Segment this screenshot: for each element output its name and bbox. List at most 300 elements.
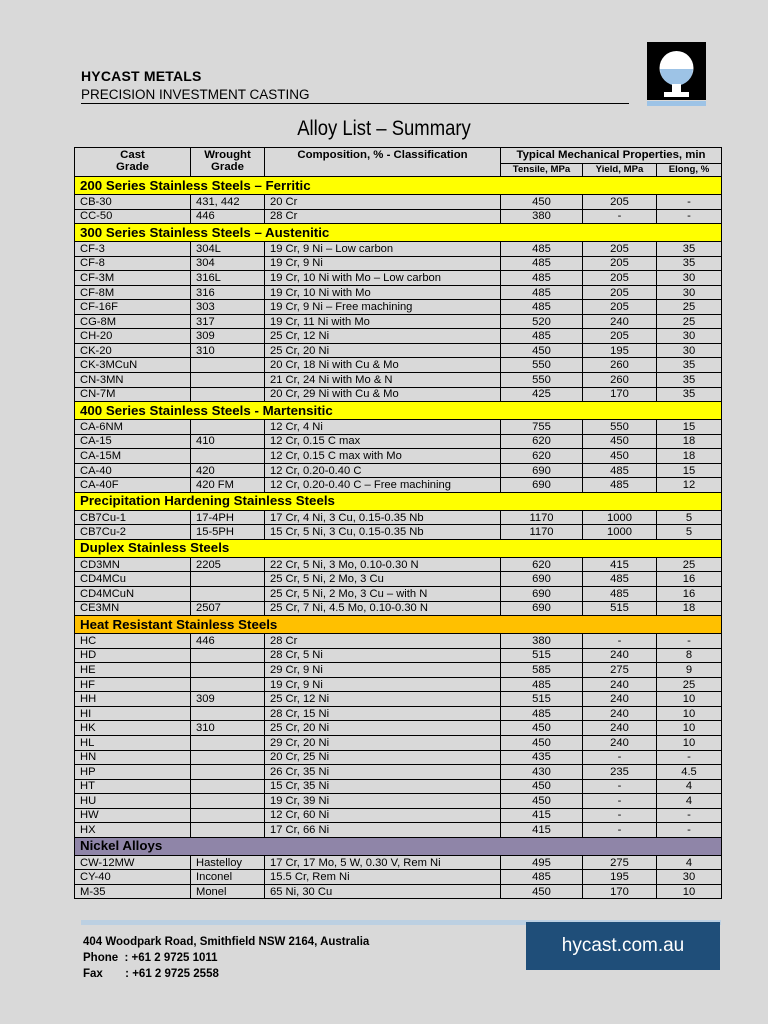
cell-elong: 18 bbox=[657, 449, 722, 464]
col-header-composition: Composition, % - Classification bbox=[265, 148, 501, 177]
cell-elong: 8 bbox=[657, 648, 722, 663]
cell-wrought-grade bbox=[191, 677, 265, 692]
cell-yield: 515 bbox=[583, 601, 657, 616]
alloy-table-body bbox=[75, 177, 722, 899]
cell-elong: 15 bbox=[657, 420, 722, 435]
cell-composition: 28 Cr, 15 Ni bbox=[265, 706, 501, 721]
footer-address: 404 Woodpark Road, Smithfield NSW 2164, Australia bbox=[83, 936, 370, 948]
cell-yield: - bbox=[583, 634, 657, 649]
cell-cast-grade: HI bbox=[75, 706, 191, 721]
cell-cast-grade: HW bbox=[75, 808, 191, 823]
company-logo bbox=[647, 42, 706, 106]
cell-tensile: 1170 bbox=[501, 510, 583, 525]
cell-yield: 240 bbox=[583, 648, 657, 663]
cell-elong: 25 bbox=[657, 677, 722, 692]
cell-composition: 65 Ni, 30 Cu bbox=[265, 884, 501, 899]
alloy-table bbox=[74, 147, 722, 899]
cell-wrought-grade: 446 bbox=[191, 209, 265, 224]
cell-composition: 17 Cr, 66 Ni bbox=[265, 823, 501, 838]
cell-yield: - bbox=[583, 779, 657, 794]
cell-composition: 20 Cr, 25 Ni bbox=[265, 750, 501, 765]
table-row bbox=[75, 855, 722, 870]
cell-composition: 28 Cr, 5 Ni bbox=[265, 648, 501, 663]
cell-cast-grade: CE3MN bbox=[75, 601, 191, 616]
cell-wrought-grade: 317 bbox=[191, 314, 265, 329]
cell-yield: 205 bbox=[583, 329, 657, 344]
table-row bbox=[75, 358, 722, 373]
cell-yield: - bbox=[583, 823, 657, 838]
cell-cast-grade: CF-8 bbox=[75, 256, 191, 271]
section-title: 400 Series Stainless Steels - Martensitic bbox=[75, 402, 722, 420]
cell-wrought-grade: Hastelloy bbox=[191, 855, 265, 870]
cell-yield: 275 bbox=[583, 855, 657, 870]
cell-cast-grade: CF-3 bbox=[75, 242, 191, 257]
company-name: HYCAST METALS bbox=[81, 68, 202, 84]
website-banner[interactable]: hycast.com.au bbox=[526, 922, 720, 970]
cell-cast-grade: CF-3M bbox=[75, 271, 191, 286]
cell-cast-grade: HD bbox=[75, 648, 191, 663]
col-header-yield: Yield, MPa bbox=[583, 164, 657, 177]
cell-elong: 18 bbox=[657, 434, 722, 449]
cell-wrought-grade: Monel bbox=[191, 884, 265, 899]
cell-composition: 19 Cr, 10 Ni with Mo – Low carbon bbox=[265, 271, 501, 286]
cell-composition: 15 Cr, 35 Ni bbox=[265, 779, 501, 794]
cell-wrought-grade: 420 bbox=[191, 463, 265, 478]
cell-tensile: 450 bbox=[501, 195, 583, 210]
table-row bbox=[75, 750, 722, 765]
cell-tensile: 690 bbox=[501, 463, 583, 478]
cell-cast-grade: HC bbox=[75, 634, 191, 649]
cell-yield: 485 bbox=[583, 463, 657, 478]
section-header-row bbox=[75, 224, 722, 242]
cell-tensile: 450 bbox=[501, 721, 583, 736]
cell-yield: 260 bbox=[583, 373, 657, 388]
cell-cast-grade: CF-16F bbox=[75, 300, 191, 315]
cell-tensile: 495 bbox=[501, 855, 583, 870]
cell-tensile: 620 bbox=[501, 434, 583, 449]
cell-elong: - bbox=[657, 195, 722, 210]
section-title: Duplex Stainless Steels bbox=[75, 539, 722, 557]
cell-elong: 15 bbox=[657, 463, 722, 478]
cell-tensile: 585 bbox=[501, 663, 583, 678]
cell-composition: 12 Cr, 60 Ni bbox=[265, 808, 501, 823]
cell-cast-grade: CB7Cu-1 bbox=[75, 510, 191, 525]
cell-tensile: 380 bbox=[501, 634, 583, 649]
cell-tensile: 485 bbox=[501, 677, 583, 692]
cell-composition: 25 Cr, 5 Ni, 2 Mo, 3 Cu – with N bbox=[265, 587, 501, 602]
cell-composition: 17 Cr, 4 Ni, 3 Cu, 0.15-0.35 Nb bbox=[265, 510, 501, 525]
cell-elong: 30 bbox=[657, 285, 722, 300]
cell-yield: 550 bbox=[583, 420, 657, 435]
table-row bbox=[75, 870, 722, 885]
cell-wrought-grade: 15-5PH bbox=[191, 525, 265, 540]
cell-elong: 9 bbox=[657, 663, 722, 678]
cell-composition: 26 Cr, 35 Ni bbox=[265, 765, 501, 780]
table-row bbox=[75, 601, 722, 616]
cell-wrought-grade bbox=[191, 663, 265, 678]
cell-cast-grade: CH-20 bbox=[75, 329, 191, 344]
cell-wrought-grade bbox=[191, 794, 265, 809]
cell-wrought-grade: 17-4PH bbox=[191, 510, 265, 525]
table-row bbox=[75, 794, 722, 809]
cell-tensile: 380 bbox=[501, 209, 583, 224]
cell-composition: 12 Cr, 0.20-0.40 C bbox=[265, 463, 501, 478]
cell-wrought-grade bbox=[191, 735, 265, 750]
cell-tensile: 450 bbox=[501, 794, 583, 809]
cell-yield: 205 bbox=[583, 300, 657, 315]
table-row bbox=[75, 735, 722, 750]
cell-elong: 35 bbox=[657, 373, 722, 388]
cell-composition: 25 Cr, 20 Ni bbox=[265, 721, 501, 736]
cell-composition: 29 Cr, 9 Ni bbox=[265, 663, 501, 678]
table-row bbox=[75, 271, 722, 286]
cell-cast-grade: CN-3MN bbox=[75, 373, 191, 388]
table-row bbox=[75, 195, 722, 210]
cell-cast-grade: HL bbox=[75, 735, 191, 750]
cell-elong: 10 bbox=[657, 721, 722, 736]
cell-tensile: 515 bbox=[501, 692, 583, 707]
cell-elong: 4 bbox=[657, 779, 722, 794]
cell-yield: 485 bbox=[583, 572, 657, 587]
cell-yield: 205 bbox=[583, 256, 657, 271]
table-row bbox=[75, 373, 722, 388]
cell-yield: 240 bbox=[583, 692, 657, 707]
cell-wrought-grade bbox=[191, 750, 265, 765]
cell-yield: 205 bbox=[583, 195, 657, 210]
cell-wrought-grade bbox=[191, 587, 265, 602]
cell-yield: - bbox=[583, 209, 657, 224]
table-row bbox=[75, 692, 722, 707]
cell-tensile: 415 bbox=[501, 808, 583, 823]
cell-cast-grade: CD3MN bbox=[75, 557, 191, 572]
section-header-row bbox=[75, 539, 722, 557]
cell-composition: 19 Cr, 10 Ni with Mo bbox=[265, 285, 501, 300]
cell-wrought-grade bbox=[191, 358, 265, 373]
col-header-properties: Typical Mechanical Properties, min bbox=[501, 148, 722, 164]
cell-yield: 485 bbox=[583, 587, 657, 602]
cell-yield: 450 bbox=[583, 434, 657, 449]
cell-cast-grade: CA-6NM bbox=[75, 420, 191, 435]
section-title: 300 Series Stainless Steels – Austenitic bbox=[75, 224, 722, 242]
table-row bbox=[75, 256, 722, 271]
cell-tensile: 430 bbox=[501, 765, 583, 780]
cell-composition: 19 Cr, 11 Ni with Mo bbox=[265, 314, 501, 329]
table-row bbox=[75, 242, 722, 257]
cell-yield: 205 bbox=[583, 242, 657, 257]
cell-tensile: 550 bbox=[501, 373, 583, 388]
cell-elong: - bbox=[657, 209, 722, 224]
cell-composition: 20 Cr, 18 Ni with Cu & Mo bbox=[265, 358, 501, 373]
cell-composition: 28 Cr bbox=[265, 209, 501, 224]
cell-elong: 35 bbox=[657, 358, 722, 373]
col-header-wrought-grade: Wrought Grade bbox=[191, 148, 265, 177]
cell-composition: 12 Cr, 0.15 C max bbox=[265, 434, 501, 449]
cell-composition: 20 Cr, 29 Ni with Cu & Mo bbox=[265, 387, 501, 402]
cell-elong: - bbox=[657, 634, 722, 649]
cell-wrought-grade bbox=[191, 373, 265, 388]
cell-wrought-grade bbox=[191, 765, 265, 780]
table-row bbox=[75, 478, 722, 493]
cell-cast-grade: M-35 bbox=[75, 884, 191, 899]
table-row bbox=[75, 510, 722, 525]
table-row bbox=[75, 808, 722, 823]
cell-wrought-grade: 304 bbox=[191, 256, 265, 271]
footer-phone: Phone : +61 2 9725 1011 bbox=[83, 952, 218, 964]
cell-composition: 29 Cr, 20 Ni bbox=[265, 735, 501, 750]
cell-tensile: 620 bbox=[501, 557, 583, 572]
cell-tensile: 415 bbox=[501, 823, 583, 838]
cell-composition: 28 Cr bbox=[265, 634, 501, 649]
cell-composition: 12 Cr, 0.15 C max with Mo bbox=[265, 449, 501, 464]
cell-tensile: 620 bbox=[501, 449, 583, 464]
cell-composition: 15 Cr, 5 Ni, 3 Cu, 0.15-0.35 Nb bbox=[265, 525, 501, 540]
cell-tensile: 485 bbox=[501, 285, 583, 300]
cell-tensile: 755 bbox=[501, 420, 583, 435]
cell-tensile: 1170 bbox=[501, 525, 583, 540]
cell-wrought-grade bbox=[191, 420, 265, 435]
cell-cast-grade: HN bbox=[75, 750, 191, 765]
table-row bbox=[75, 765, 722, 780]
cell-yield: 195 bbox=[583, 343, 657, 358]
table-row bbox=[75, 525, 722, 540]
table-row bbox=[75, 314, 722, 329]
table-row bbox=[75, 721, 722, 736]
cell-yield: 1000 bbox=[583, 510, 657, 525]
cell-wrought-grade: 316L bbox=[191, 271, 265, 286]
cell-yield: 240 bbox=[583, 735, 657, 750]
cell-cast-grade: HE bbox=[75, 663, 191, 678]
cell-elong: 35 bbox=[657, 242, 722, 257]
cell-cast-grade: HH bbox=[75, 692, 191, 707]
cell-wrought-grade: 2205 bbox=[191, 557, 265, 572]
cell-elong: 12 bbox=[657, 478, 722, 493]
cell-cast-grade: CK-20 bbox=[75, 343, 191, 358]
cell-wrought-grade: 420 FM bbox=[191, 478, 265, 493]
table-row bbox=[75, 572, 722, 587]
cell-yield: 275 bbox=[583, 663, 657, 678]
table-row bbox=[75, 387, 722, 402]
cell-wrought-grade bbox=[191, 823, 265, 838]
section-header-row bbox=[75, 837, 722, 855]
table-row bbox=[75, 706, 722, 721]
cell-composition: 12 Cr, 4 Ni bbox=[265, 420, 501, 435]
cell-cast-grade: CD4MCuN bbox=[75, 587, 191, 602]
cell-wrought-grade bbox=[191, 648, 265, 663]
cell-yield: 415 bbox=[583, 557, 657, 572]
cell-tensile: 520 bbox=[501, 314, 583, 329]
cell-cast-grade: CW-12MW bbox=[75, 855, 191, 870]
footer-fax: Fax : +61 2 9725 2558 bbox=[83, 968, 219, 980]
cell-composition: 21 Cr, 24 Ni with Mo & N bbox=[265, 373, 501, 388]
cell-composition: 19 Cr, 9 Ni bbox=[265, 256, 501, 271]
cell-yield: 240 bbox=[583, 721, 657, 736]
logo-mark-icon bbox=[647, 42, 706, 106]
cell-wrought-grade: 431, 442 bbox=[191, 195, 265, 210]
cell-yield: 235 bbox=[583, 765, 657, 780]
cell-composition: 25 Cr, 12 Ni bbox=[265, 692, 501, 707]
cell-elong: 4.5 bbox=[657, 765, 722, 780]
cell-tensile: 485 bbox=[501, 256, 583, 271]
cell-elong: 10 bbox=[657, 735, 722, 750]
cell-yield: 195 bbox=[583, 870, 657, 885]
cell-cast-grade: CA-40 bbox=[75, 463, 191, 478]
cell-cast-grade: CF-8M bbox=[75, 285, 191, 300]
cell-composition: 25 Cr, 12 Ni bbox=[265, 329, 501, 344]
cell-wrought-grade: 2507 bbox=[191, 601, 265, 616]
cell-elong: - bbox=[657, 808, 722, 823]
cell-cast-grade: CY-40 bbox=[75, 870, 191, 885]
cell-yield: 205 bbox=[583, 271, 657, 286]
table-row bbox=[75, 648, 722, 663]
cell-yield: 240 bbox=[583, 706, 657, 721]
table-row bbox=[75, 463, 722, 478]
cell-yield: 170 bbox=[583, 884, 657, 899]
cell-elong: 5 bbox=[657, 525, 722, 540]
col-header-tensile: Tensile, MPa bbox=[501, 164, 583, 177]
cell-tensile: 450 bbox=[501, 343, 583, 358]
cell-composition: 19 Cr, 9 Ni bbox=[265, 677, 501, 692]
cell-composition: 22 Cr, 5 Ni, 3 Mo, 0.10-0.30 N bbox=[265, 557, 501, 572]
col-header-elong: Elong, % bbox=[657, 164, 722, 177]
cell-yield: 240 bbox=[583, 314, 657, 329]
cell-tensile: 485 bbox=[501, 271, 583, 286]
cell-wrought-grade bbox=[191, 449, 265, 464]
cell-tensile: 690 bbox=[501, 478, 583, 493]
cell-elong: 10 bbox=[657, 692, 722, 707]
cell-elong: - bbox=[657, 750, 722, 765]
table-row bbox=[75, 285, 722, 300]
cell-cast-grade: CN-7M bbox=[75, 387, 191, 402]
table-row bbox=[75, 434, 722, 449]
cell-tensile: 485 bbox=[501, 242, 583, 257]
cell-cast-grade: HK bbox=[75, 721, 191, 736]
cell-wrought-grade: 446 bbox=[191, 634, 265, 649]
cell-wrought-grade bbox=[191, 779, 265, 794]
table-row bbox=[75, 634, 722, 649]
cell-wrought-grade: Inconel bbox=[191, 870, 265, 885]
col-header-cast-grade: Cast Grade bbox=[75, 148, 191, 177]
table-row bbox=[75, 663, 722, 678]
cell-composition: 20 Cr bbox=[265, 195, 501, 210]
table-row bbox=[75, 420, 722, 435]
cell-yield: 260 bbox=[583, 358, 657, 373]
cell-wrought-grade: 316 bbox=[191, 285, 265, 300]
cell-cast-grade: CA-15M bbox=[75, 449, 191, 464]
cell-yield: 485 bbox=[583, 478, 657, 493]
cell-cast-grade: CD4MCu bbox=[75, 572, 191, 587]
cell-wrought-grade: 309 bbox=[191, 692, 265, 707]
cell-elong: 4 bbox=[657, 855, 722, 870]
cell-yield: - bbox=[583, 794, 657, 809]
table-row bbox=[75, 677, 722, 692]
cell-yield: 1000 bbox=[583, 525, 657, 540]
cell-elong: 10 bbox=[657, 884, 722, 899]
cell-wrought-grade: 303 bbox=[191, 300, 265, 315]
cell-yield: - bbox=[583, 750, 657, 765]
table-row bbox=[75, 343, 722, 358]
cell-composition: 25 Cr, 7 Ni, 4.5 Mo, 0.10-0.30 N bbox=[265, 601, 501, 616]
cell-cast-grade: CB7Cu-2 bbox=[75, 525, 191, 540]
cell-tensile: 690 bbox=[501, 587, 583, 602]
cell-elong: 35 bbox=[657, 387, 722, 402]
cell-elong: 16 bbox=[657, 587, 722, 602]
cell-composition: 19 Cr, 9 Ni – Free machining bbox=[265, 300, 501, 315]
cell-wrought-grade bbox=[191, 808, 265, 823]
cell-tensile: 425 bbox=[501, 387, 583, 402]
cell-tensile: 690 bbox=[501, 572, 583, 587]
section-header-row bbox=[75, 616, 722, 634]
cell-tensile: 485 bbox=[501, 329, 583, 344]
cell-elong: 30 bbox=[657, 343, 722, 358]
cell-wrought-grade: 309 bbox=[191, 329, 265, 344]
table-row bbox=[75, 587, 722, 602]
cell-elong: 30 bbox=[657, 329, 722, 344]
cell-elong: 5 bbox=[657, 510, 722, 525]
table-row bbox=[75, 329, 722, 344]
cell-composition: 19 Cr, 39 Ni bbox=[265, 794, 501, 809]
section-title: Precipitation Hardening Stainless Steels bbox=[75, 492, 722, 510]
table-row bbox=[75, 300, 722, 315]
cell-cast-grade: CA-15 bbox=[75, 434, 191, 449]
cell-wrought-grade: 410 bbox=[191, 434, 265, 449]
section-header-row bbox=[75, 177, 722, 195]
cell-yield: 450 bbox=[583, 449, 657, 464]
cell-yield: 170 bbox=[583, 387, 657, 402]
cell-cast-grade: HP bbox=[75, 765, 191, 780]
section-title: Heat Resistant Stainless Steels bbox=[75, 616, 722, 634]
cell-wrought-grade: 310 bbox=[191, 343, 265, 358]
table-row bbox=[75, 557, 722, 572]
cell-elong: 10 bbox=[657, 706, 722, 721]
cell-wrought-grade bbox=[191, 387, 265, 402]
cell-elong: 25 bbox=[657, 557, 722, 572]
section-header-row bbox=[75, 402, 722, 420]
cell-tensile: 485 bbox=[501, 870, 583, 885]
cell-tensile: 450 bbox=[501, 735, 583, 750]
cell-wrought-grade bbox=[191, 572, 265, 587]
cell-composition: 17 Cr, 17 Mo, 5 W, 0.30 V, Rem Ni bbox=[265, 855, 501, 870]
cell-composition: 19 Cr, 9 Ni – Low carbon bbox=[265, 242, 501, 257]
cell-elong: 30 bbox=[657, 271, 722, 286]
cell-elong: 35 bbox=[657, 256, 722, 271]
section-title: Nickel Alloys bbox=[75, 837, 722, 855]
cell-cast-grade: HT bbox=[75, 779, 191, 794]
cell-elong: 16 bbox=[657, 572, 722, 587]
cell-cast-grade: HX bbox=[75, 823, 191, 838]
table-row bbox=[75, 779, 722, 794]
cell-tensile: 450 bbox=[501, 884, 583, 899]
cell-cast-grade: CB-30 bbox=[75, 195, 191, 210]
cell-cast-grade: HU bbox=[75, 794, 191, 809]
table-row bbox=[75, 449, 722, 464]
cell-cast-grade: CA-40F bbox=[75, 478, 191, 493]
cell-elong: 4 bbox=[657, 794, 722, 809]
cell-tensile: 515 bbox=[501, 648, 583, 663]
cell-cast-grade: CG-8M bbox=[75, 314, 191, 329]
company-tagline: PRECISION INVESTMENT CASTING bbox=[81, 87, 629, 104]
table-row bbox=[75, 823, 722, 838]
cell-composition: 25 Cr, 20 Ni bbox=[265, 343, 501, 358]
cell-elong: 18 bbox=[657, 601, 722, 616]
cell-tensile: 450 bbox=[501, 779, 583, 794]
cell-cast-grade: CK-3MCuN bbox=[75, 358, 191, 373]
cell-elong: - bbox=[657, 823, 722, 838]
cell-yield: - bbox=[583, 808, 657, 823]
cell-tensile: 435 bbox=[501, 750, 583, 765]
cell-wrought-grade bbox=[191, 706, 265, 721]
cell-cast-grade: CC-50 bbox=[75, 209, 191, 224]
cell-tensile: 485 bbox=[501, 300, 583, 315]
